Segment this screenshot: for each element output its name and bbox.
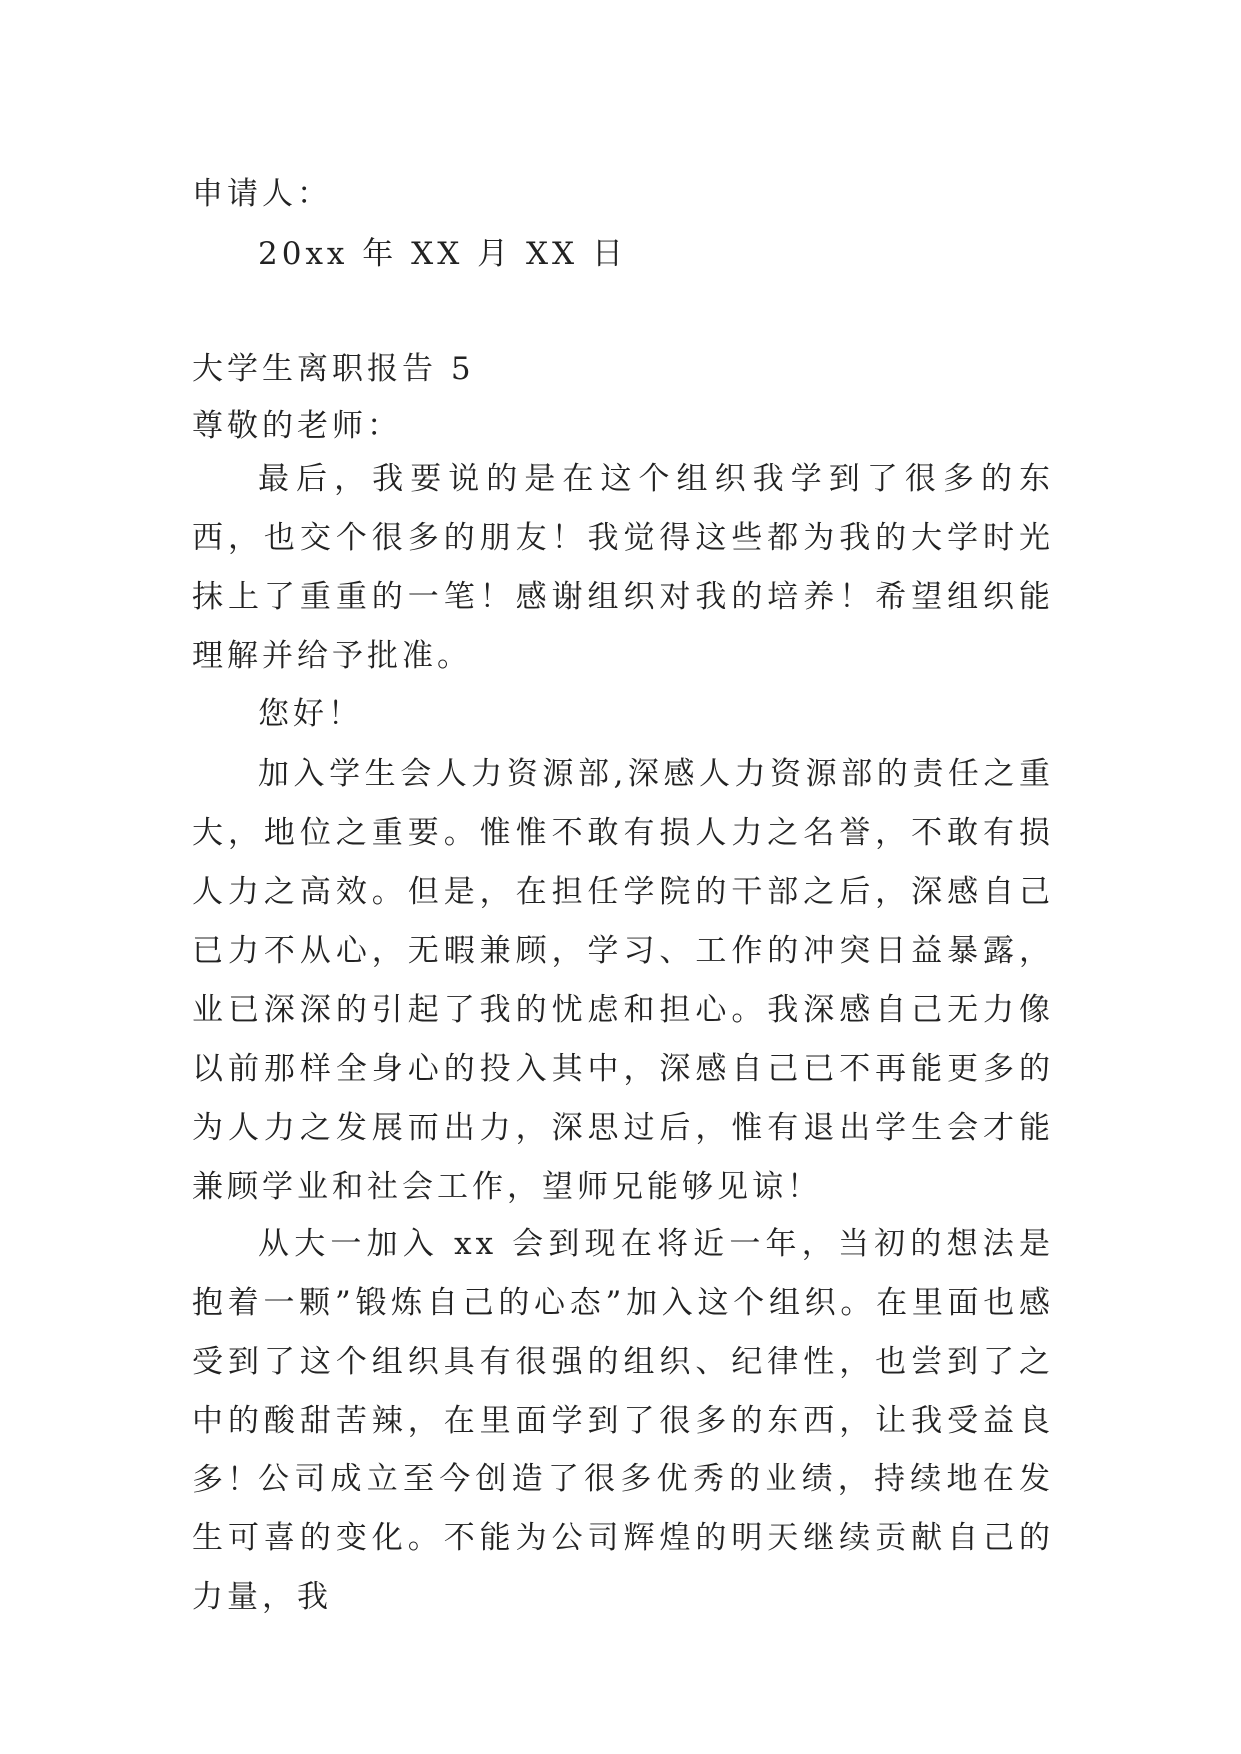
paragraph: 最后，我要说的是在这个组织我学到了很多的东西，也交个很多的朋友！我觉得这些都为我的大学时光抹上了重重的一笔！感谢组织对我的培养！希望组织能理解并给予批准。	[192, 461, 1054, 674]
paragraph: 加入学生会人力资源部,深感人力资源部的责任之重大，地位之重要。惟惟不敢有损人力之名誉，不敢有损人力之高效。但是，在担任学院的干部之后，深感自己已力不从心，无暇兼顾，学习、工作的冲突日益暴露，业已深深的引起了我的忧虑和担心。我深感自己无力像以前那样全身心的投入其中，深感自己已不再能更多的为人力之发展而出力，深思过后，惟有退出学生会才能兼顾学业和社会工作，望师兄能够见谅！	[192, 756, 1054, 1205]
paragraph: 公司成立至今创造了很多优秀的业绩，持续地在发生可喜的变化。不能为公司辉煌的明天继续贡献自己的力量，我	[192, 1461, 1054, 1615]
report-title: 大学生离职报告 5	[192, 351, 475, 387]
paragraph: 从大一加入 xx 会到现在将近一年，当初的想法是抱着一颗”锻炼自己的心态”加入这个组织。在里面也感受到了这个组织具有很强的组织、纪律性，也尝到了之中的酸甜苦辣，在里面学到了很多的东西，让我受益良多！	[192, 1226, 1054, 1498]
applicant-label: 申请人：	[192, 176, 332, 212]
salutation: 尊敬的老师：	[192, 408, 402, 444]
paragraph: 您好！	[258, 696, 363, 732]
application-date: 20xx 年 XX 月 XX 日	[258, 236, 627, 272]
